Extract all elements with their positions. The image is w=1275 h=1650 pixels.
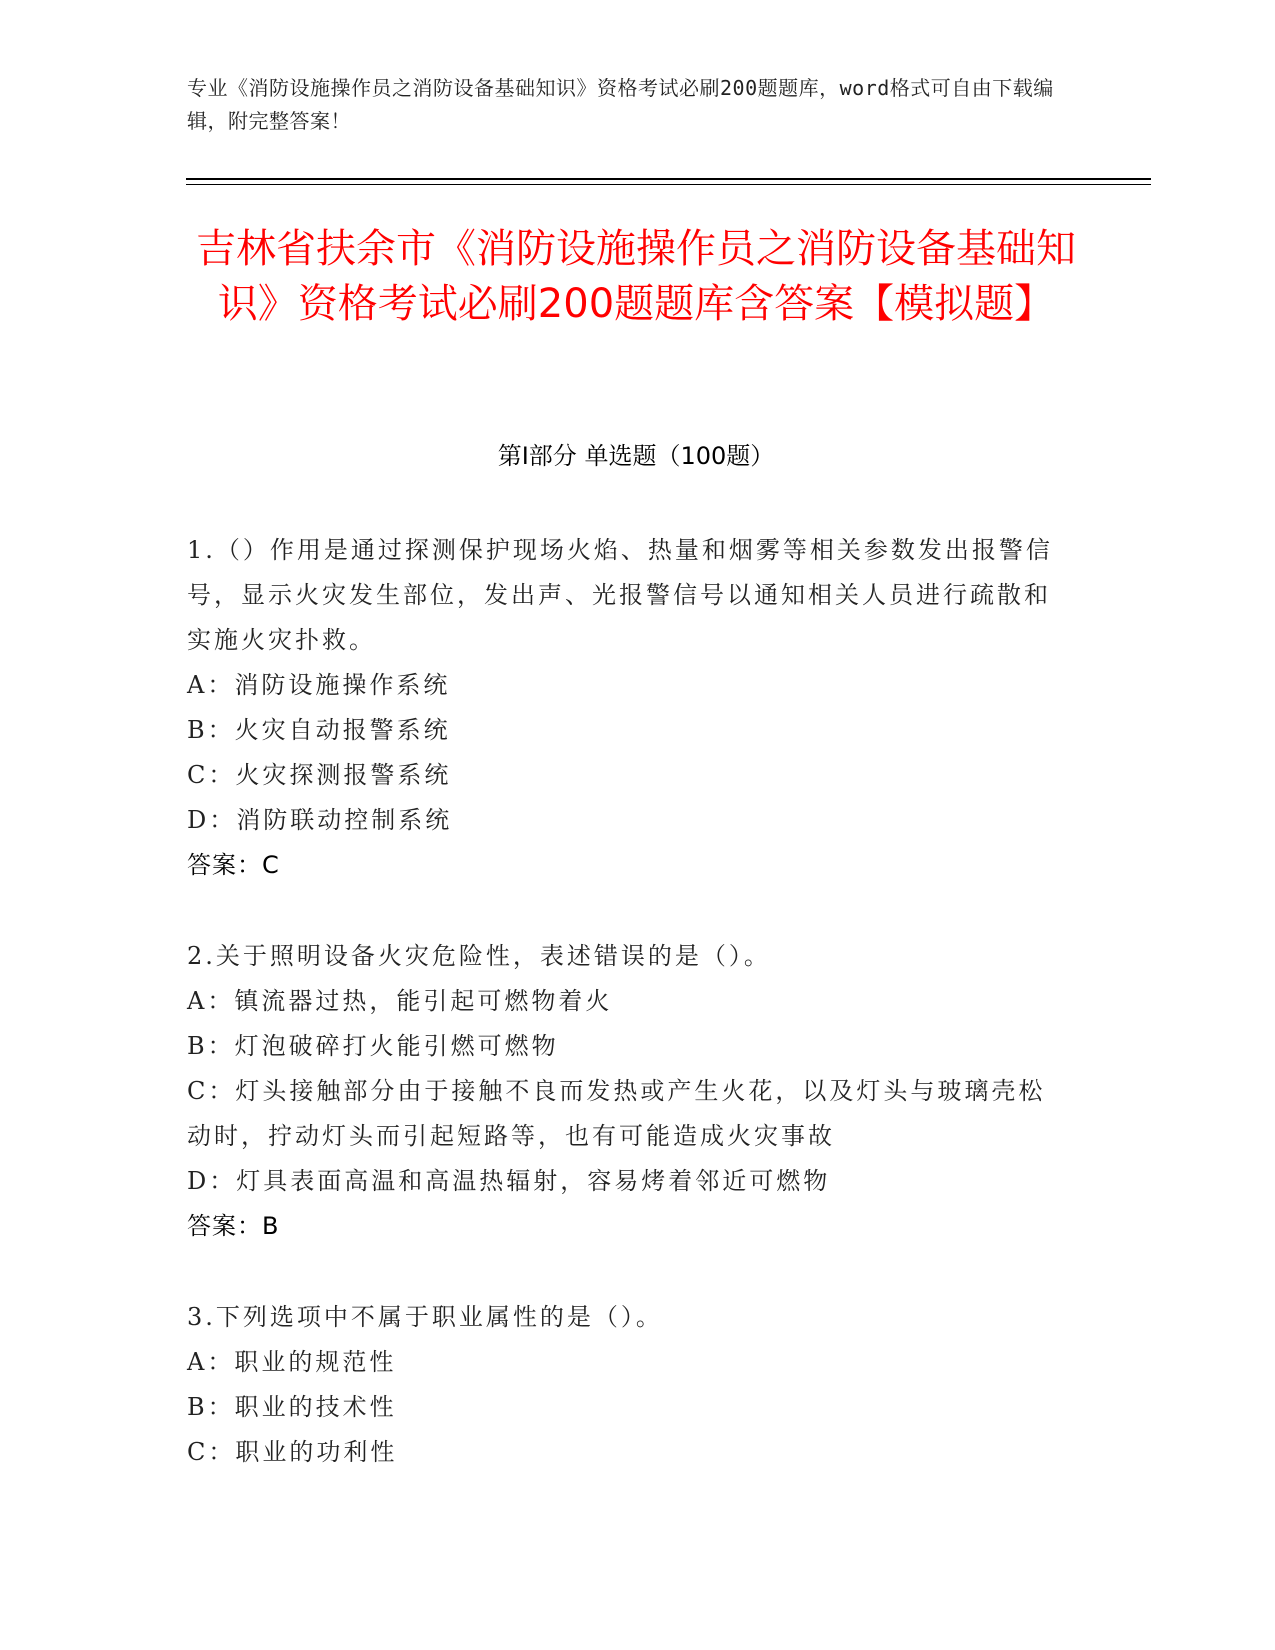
option-d: D：灯具表面高温和高温热辐射，容易烤着邻近可燃物 bbox=[187, 1167, 831, 1195]
question-item bbox=[187, 934, 1067, 1249]
question-item bbox=[187, 528, 1067, 888]
question-list bbox=[187, 528, 1067, 1521]
option-c: C：灯头接触部分由于接触不良而发热或产生火花，以及灯头与玻璃壳松动时，拧动灯头而引起短路等，也有可能造成火灾事故 bbox=[187, 1077, 1046, 1150]
option-c: C：职业的功利性 bbox=[187, 1438, 398, 1466]
option-d: D：消防联动控制系统 bbox=[187, 806, 453, 834]
answer-line: 答案：C bbox=[187, 851, 280, 879]
question-stem: 3.下列选项中不属于职业属性的是（）。 bbox=[187, 1303, 663, 1331]
option-a: A：职业的规范性 bbox=[187, 1348, 397, 1376]
option-b: B：职业的技术性 bbox=[187, 1393, 397, 1421]
document-title: 吉林省扶余市《消防设施操作员之消防设备基础知识》资格考试必刷200题题库含答案【模拟题】 bbox=[196, 226, 1076, 327]
option-a: A：镇流器过热，能引起可燃物着火 bbox=[187, 987, 613, 1015]
question-stem: 2.关于照明设备火灾危险性，表述错误的是（）。 bbox=[187, 942, 771, 970]
question-stem: 1.（）作用是通过探测保护现场火焰、热量和烟雾等相关参数发出报警信号，显示火灾发生部位，发出声、光报警信号以通知相关人员进行疏散和实施火灾扑救。 bbox=[187, 536, 1053, 654]
option-c: C：火灾探测报警系统 bbox=[187, 761, 452, 789]
page-header-note: 专业《消防设施操作员之消防设备基础知识》资格考试必刷200题题库，word格式可自由下载编辑，附完整答案！ bbox=[187, 76, 1054, 133]
header-divider-thin bbox=[186, 184, 1151, 185]
option-a: A：消防设施操作系统 bbox=[187, 671, 451, 699]
option-b: B：火灾自动报警系统 bbox=[187, 716, 451, 744]
answer-line: 答案：B bbox=[187, 1212, 280, 1240]
option-b: B：灯泡破碎打火能引燃可燃物 bbox=[187, 1032, 559, 1060]
section-heading: 第I部分 单选题（100题） bbox=[497, 442, 775, 470]
question-item bbox=[187, 1295, 1067, 1475]
header-divider-thick bbox=[186, 178, 1151, 180]
